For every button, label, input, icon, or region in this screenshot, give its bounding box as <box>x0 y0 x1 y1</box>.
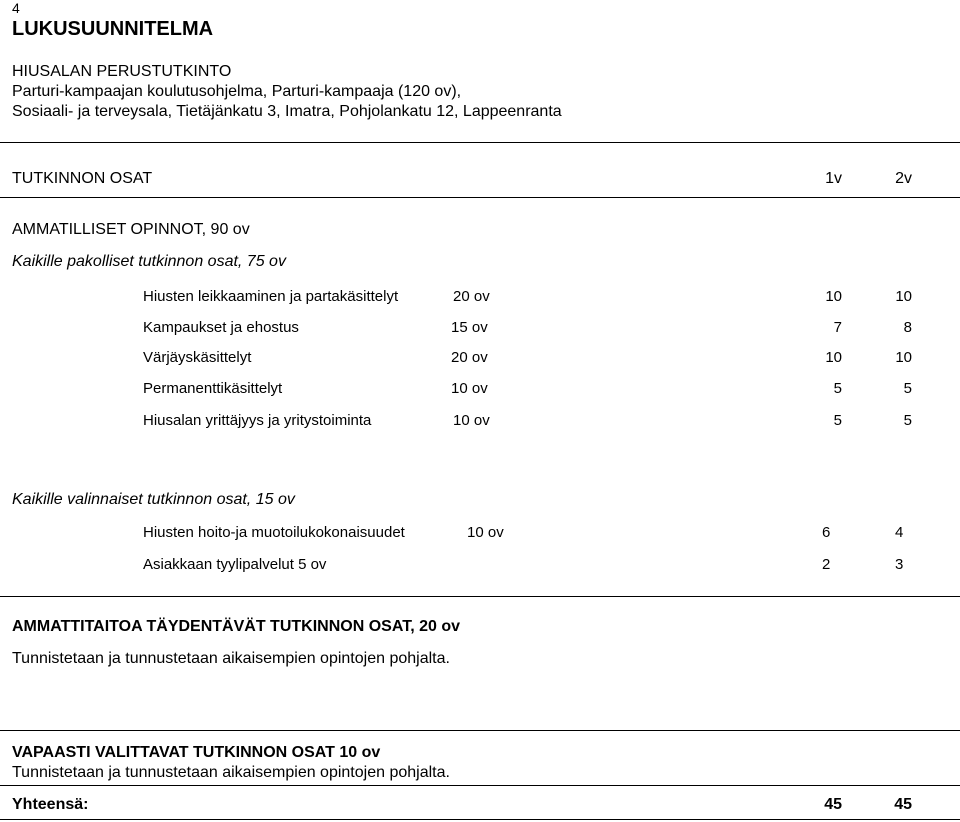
mandatory-heading: Kaikille pakolliset tutkinnon osat, 75 ov <box>12 253 286 270</box>
item-year2: 10 <box>895 288 912 305</box>
free-choice-note: Tunnistetaan ja tunnustetaan aikaisempien opintojen pohjalta. <box>12 764 450 781</box>
program-line: Sosiaali- ja terveysala, Tietäjänkatu 3, Imatra, Pohjolankatu 12, Lappeenranta <box>12 103 562 120</box>
page-number: 4 <box>12 0 20 16</box>
optional-heading: Kaikille valinnaiset tutkinnon osat, 15 ov <box>12 491 295 508</box>
program-line: Parturi-kampaajan koulutusohjelma, Parturi-kampaaja (120 ov), <box>12 83 462 100</box>
divider <box>0 785 960 786</box>
item-year1: 5 <box>833 412 842 429</box>
item-year1: 5 <box>833 380 842 397</box>
free-choice-heading: VAPAASTI VALITTAVAT TUTKINNON OSAT 10 ov <box>12 744 381 761</box>
item-year1: 10 <box>825 288 842 305</box>
item-name: Hiusten leikkaaminen ja partakäsittelyt <box>143 288 399 305</box>
item-credits: 10 ov <box>451 380 488 397</box>
total-year2: 45 <box>894 796 912 813</box>
divider <box>0 730 960 731</box>
table-header-col2: 2v <box>895 170 912 187</box>
item-year2: 10 <box>895 349 912 366</box>
item-year1: 2 <box>822 556 831 573</box>
item-credits: 20 ov <box>453 288 490 305</box>
divider <box>0 197 960 198</box>
item-year2: 5 <box>903 412 912 429</box>
item-year2: 3 <box>895 556 904 573</box>
table-header-col1: 1v <box>825 170 842 187</box>
item-year2: 8 <box>903 319 912 336</box>
item-year1: 10 <box>825 349 842 366</box>
item-name: Permanenttikäsittelyt <box>143 380 283 397</box>
item-year2: 5 <box>903 380 912 397</box>
program-line: HIUSALAN PERUSTUTKINTO <box>12 63 232 80</box>
item-name: Hiusalan yrittäjyys ja yritystoiminta <box>143 412 372 429</box>
item-credits: 10 ov <box>453 412 490 429</box>
table-header-label: TUTKINNON OSAT <box>12 170 153 187</box>
total-year1: 45 <box>824 796 842 813</box>
document-title: LUKUSUUNNITELMA <box>12 18 214 40</box>
divider <box>0 819 960 820</box>
divider <box>0 142 960 143</box>
divider <box>0 596 960 597</box>
vocational-heading: AMMATILLISET OPINNOT, 90 ov <box>12 221 250 238</box>
item-year1: 6 <box>822 524 831 541</box>
item-credits: 20 ov <box>451 349 488 366</box>
item-name: Asiakkaan tyylipalvelut 5 ov <box>143 556 327 573</box>
item-year2: 4 <box>895 524 904 541</box>
item-credits: 15 ov <box>451 319 488 336</box>
supplementary-heading: AMMATTITAITOA TÄYDENTÄVÄT TUTKINNON OSAT, 20 ov <box>12 618 460 635</box>
item-name: Hiusten hoito-ja muotoilukokonaisuudet <box>143 524 405 541</box>
item-credits: 10 ov <box>467 524 504 541</box>
item-year1: 7 <box>833 319 842 336</box>
supplementary-note: Tunnistetaan ja tunnustetaan aikaisempien opintojen pohjalta. <box>12 650 450 667</box>
item-name: Kampaukset ja ehostus <box>143 319 299 336</box>
total-label: Yhteensä: <box>12 796 89 813</box>
item-name: Värjäyskäsittelyt <box>143 349 252 366</box>
